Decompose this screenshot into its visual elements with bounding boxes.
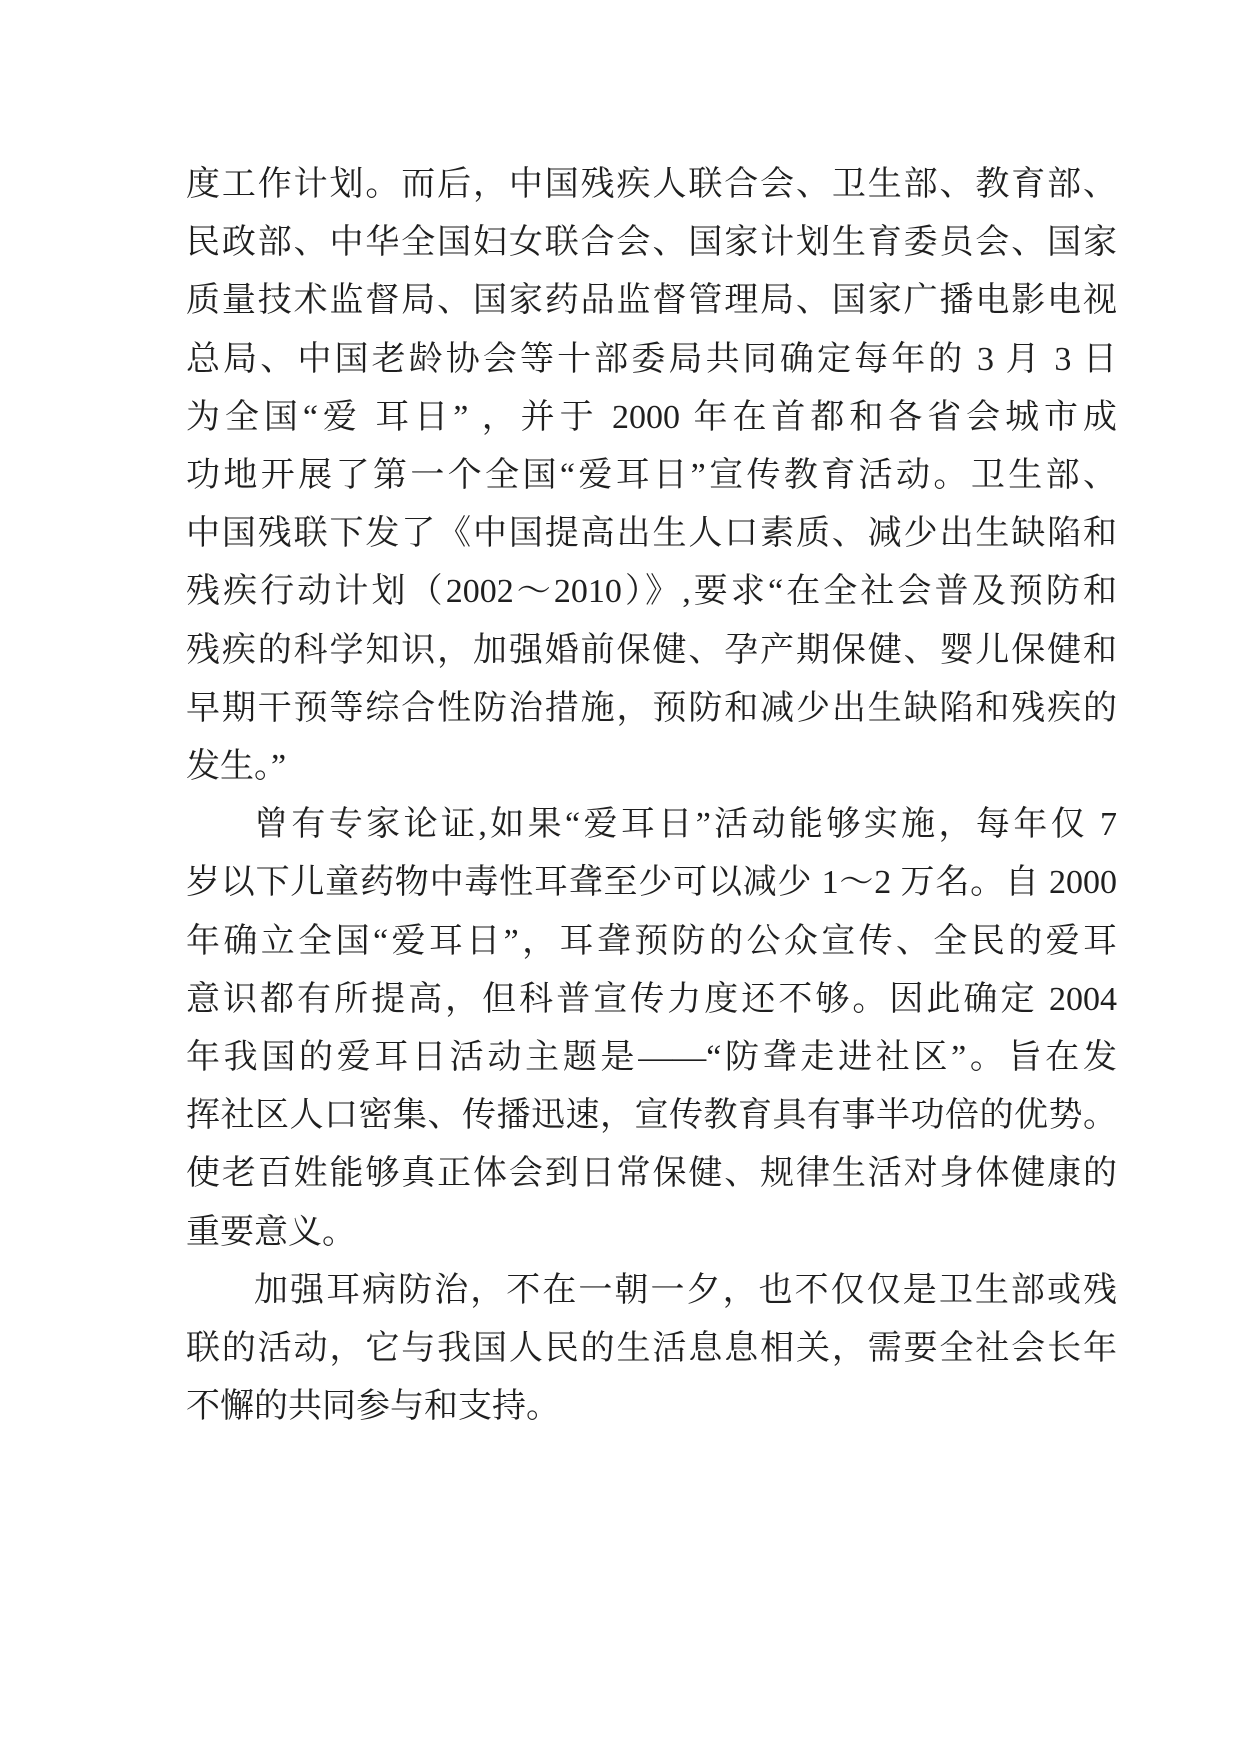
- text-line: 度工作计划。而后，中国残疾人联合会、卫生部、教育部、: [186, 166, 1117, 203]
- text-line: 岁以下儿童药物中毒性耳聋至少可以减少 1～2 万名。自 2000: [186, 864, 1117, 902]
- text-line: 年我国的爱耳日活动主题是——“防聋走进社区”。旨在发: [186, 1039, 1117, 1077]
- document-text-block: [186, 156, 1117, 1436]
- text-line: 中国残联下发了《中国提高出生人口素质、减少出生缺陷和: [186, 515, 1117, 553]
- text-line: 残疾行动计划（2002～2010）》,要求“在全社会普及预防和: [186, 573, 1117, 611]
- text-line: 早期干预等综合性防治措施，预防和减少出生缺陷和残疾的: [186, 689, 1117, 727]
- text-line: 为全国“爱 耳日” ，并于 2000 年在首都和各省会城市成: [186, 398, 1117, 436]
- text-line: 重要意义。: [186, 1213, 356, 1251]
- text-line: 使老百姓能够真正体会到日常保健、规律生活对身体健康的: [186, 1155, 1117, 1193]
- text-line: 民政部、中华全国妇女联合会、国家计划生育委员会、国家: [186, 224, 1117, 262]
- text-line: 曾有专家论证,如果“爱耳日”活动能够实施，每年仅 7: [254, 806, 1117, 844]
- text-line: 发生。”: [186, 748, 287, 786]
- text-line: 挥社区人口密集、传播迅速，宣传教育具有事半功倍的优势。: [186, 1097, 1117, 1135]
- text-line: 总局、中国老龄协会等十部委局共同确定每年的 3 月 3 日: [186, 340, 1117, 378]
- text-line: 联的活动，它与我国人民的生活息息相关，需要全社会长年: [186, 1330, 1117, 1368]
- text-line: 质量技术监督局、国家药品监督管理局、国家广播电影电视: [186, 282, 1117, 320]
- text-line: 残疾的科学知识，加强婚前保健、孕产期保健、婴儿保健和: [186, 631, 1117, 669]
- text-line: 意识都有所提高，但科普宣传力度还不够。因此确定 2004: [186, 980, 1117, 1018]
- text-line: 年确立全国“爱耳日”，耳聋预防的公众宣传、全民的爱耳: [186, 922, 1117, 960]
- paragraph: [186, 796, 1117, 1262]
- text-line: 功地开展了第一个全国“爱耳日”宣传教育活动。卫生部、: [186, 457, 1117, 495]
- text-line: 不懈的共同参与和支持。: [186, 1388, 560, 1426]
- paragraph: [186, 156, 1117, 796]
- paragraph: [186, 1262, 1117, 1437]
- text-line: 加强耳病防治，不在一朝一夕，也不仅仅是卫生部或残: [254, 1271, 1117, 1309]
